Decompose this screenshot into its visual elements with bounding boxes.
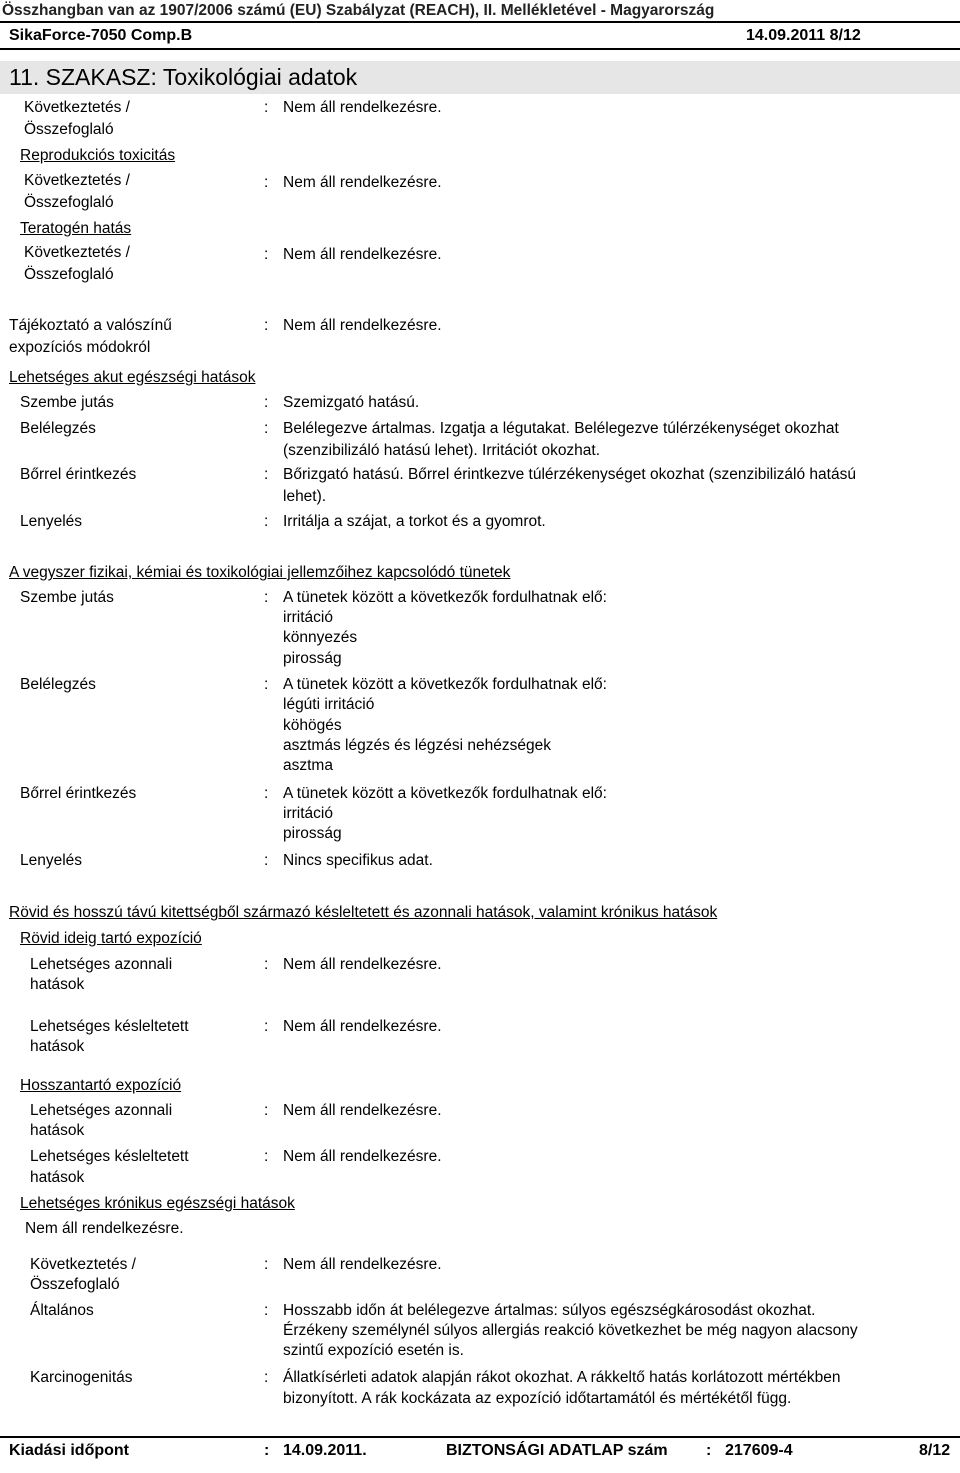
colon: :	[264, 956, 269, 973]
symptom-item: pirosság	[283, 650, 342, 667]
colon: :	[264, 246, 269, 263]
symptoms-ingestion-label: Lenyelés	[20, 852, 83, 869]
carcinogenicity-value-2: bizonyított. A rák kockázata az expozíció időtartamától és mértékétől függ.	[283, 1390, 792, 1407]
immediate-effects-label: Lehetséges azonnali	[30, 1102, 173, 1119]
conclusion-label: Következtetés /	[30, 1256, 136, 1273]
colon: :	[264, 420, 269, 437]
colon: :	[264, 466, 269, 483]
footer-page-number: 8/12	[919, 1442, 951, 1459]
symptoms-intro: A tünetek között a következők fordulhatnak elő:	[283, 589, 607, 606]
colon: :	[264, 1018, 269, 1035]
chronic-conclusion-value: Nem áll rendelkezésre.	[283, 1256, 442, 1273]
repro-toxicity-heading: Reprodukciós toxicitás	[20, 147, 176, 164]
symptoms-intro: A tünetek között a következők fordulhatnak elő:	[283, 785, 607, 802]
document-regulation-title: Összhangban van az 1907/2006 számú (EU) Szabályzat (REACH), II. Mellékletével - Magyarország	[2, 2, 715, 19]
colon: :	[264, 1148, 269, 1165]
acute-skin-value-2: lehet).	[283, 488, 327, 505]
conclusion-label-2: Összefoglaló	[24, 194, 114, 211]
conclusion-label-2: Összefoglaló	[24, 121, 114, 138]
delayed-effects-label: Lehetséges késleltetett	[30, 1018, 189, 1035]
conclusion-label-2: Összefoglaló	[24, 266, 114, 283]
teratogen-heading: Teratogén hatás	[20, 220, 132, 237]
section-title: 11. SZAKASZ: Toxikológiai adatok	[9, 64, 358, 90]
delayed-effects-label-2: hatások	[30, 1169, 85, 1186]
colon: :	[264, 99, 269, 116]
product-name: SikaForce-7050 Comp.B	[9, 27, 193, 44]
conclusion-value: Nem áll rendelkezésre.	[283, 174, 442, 191]
colon: :	[264, 394, 269, 411]
sds-number-value: 217609-4	[725, 1442, 793, 1459]
symptom-item: könnyezés	[283, 629, 358, 646]
conclusion-label: Következtetés /	[24, 244, 130, 261]
symptom-item: irritáció	[283, 609, 333, 626]
chronic-not-available: Nem áll rendelkezésre.	[25, 1220, 184, 1237]
conclusion-label: Következtetés /	[24, 99, 130, 116]
acute-ingestion-value: Irritálja a szájat, a torkot és a gyomrot.	[283, 513, 546, 530]
general-value: Hosszabb időn át belélegezve ártalmas: súlyos egészségkárosodást okozhat.	[283, 1302, 816, 1319]
long-delayed-value: Nem áll rendelkezésre.	[283, 1148, 442, 1165]
symptoms-eye-label: Szembe jutás	[20, 589, 114, 606]
symptom-item: köhögés	[283, 717, 342, 734]
long-immediate-value: Nem áll rendelkezésre.	[283, 1102, 442, 1119]
header-date-page: 14.09.2011 8/12	[746, 27, 861, 44]
footer-divider	[0, 1436, 960, 1438]
short-delayed-value: Nem áll rendelkezésre.	[283, 1018, 442, 1035]
colon: :	[264, 513, 269, 530]
acute-inhalation-label: Belélegzés	[20, 420, 96, 437]
symptoms-inhalation-label: Belélegzés	[20, 676, 96, 693]
conclusion-value: Nem áll rendelkezésre.	[283, 246, 442, 263]
conclusion-label: Következtetés /	[24, 172, 130, 189]
acute-ingestion-label: Lenyelés	[20, 513, 83, 530]
exposure-routes-label: Tájékoztató a valószínű	[9, 317, 172, 334]
exposure-routes-label-2: expozíciós módokról	[9, 339, 151, 356]
footer-colon: :	[264, 1442, 270, 1459]
colon: :	[264, 785, 269, 802]
symptom-item: asztmás légzés és légzési nehézségek	[283, 737, 551, 754]
symptoms-intro: A tünetek között a következők fordulhatnak elő:	[283, 676, 607, 693]
symptom-item: légúti irritáció	[283, 696, 375, 713]
symptoms-skin-label: Bőrrel érintkezés	[20, 785, 137, 802]
delayed-effects-heading: Rövid és hosszú távú kitettségből származó késleltetett és azonnali hatások, valamint krónikus hatások	[9, 904, 718, 921]
colon: :	[264, 174, 269, 191]
acute-inhalation-value: Belélegezve ártalmas. Izgatja a légutakat. Belélegezve túlérzékenységet okozhat	[283, 420, 839, 437]
general-label: Általános	[30, 1302, 94, 1319]
acute-skin-value: Bőrizgató hatású. Bőrrel érintkezve túlérzékenységet okozhat (szenzibilizáló hatású	[283, 466, 856, 483]
acute-effects-heading: Lehetséges akut egészségi hatások	[9, 369, 256, 386]
delayed-effects-label-2: hatások	[30, 1038, 85, 1055]
colon: :	[264, 1256, 269, 1273]
header-divider	[0, 21, 960, 23]
general-value-2: Érzékeny személynél súlyos allergiás reakció következhet be még nagyon alacsony	[283, 1322, 858, 1339]
acute-eye-label: Szembe jutás	[20, 394, 114, 411]
acute-skin-label: Bőrrel érintkezés	[20, 466, 137, 483]
immediate-effects-label-2: hatások	[30, 1122, 85, 1139]
immediate-effects-label-2: hatások	[30, 976, 85, 993]
delayed-effects-label: Lehetséges késleltetett	[30, 1148, 189, 1165]
symptoms-ingestion-value: Nincs specifikus adat.	[283, 852, 433, 869]
symptom-item: pirosság	[283, 825, 342, 842]
sds-number-label: BIZTONSÁGI ADATLAP szám	[446, 1442, 668, 1459]
conclusion-label-2: Összefoglaló	[30, 1276, 120, 1293]
immediate-effects-label: Lehetséges azonnali	[30, 956, 173, 973]
carcinogenicity-label: Karcinogenitás	[30, 1369, 133, 1386]
symptom-item: irritáció	[283, 805, 333, 822]
issue-date-value: 14.09.2011.	[283, 1442, 367, 1459]
exposure-routes-value: Nem áll rendelkezésre.	[283, 317, 442, 334]
issue-date-label: Kiadási időpont	[9, 1442, 129, 1459]
colon: :	[264, 852, 269, 869]
symptoms-heading: A vegyszer fizikai, kémiai és toxikológiai jellemzőihez kapcsolódó tünetek	[9, 564, 511, 581]
long-exposure-heading: Hosszantartó expozíció	[20, 1077, 182, 1094]
carcinogenicity-value: Állatkísérleti adatok alapján rákot okozhat. A rákkeltő hatás korlátozott mértékben	[283, 1369, 841, 1386]
short-immediate-value: Nem áll rendelkezésre.	[283, 956, 442, 973]
colon: :	[264, 317, 269, 334]
symptom-item: asztma	[283, 757, 333, 774]
conclusion-value: Nem áll rendelkezésre.	[283, 99, 442, 116]
acute-eye-value: Szemizgató hatású.	[283, 394, 420, 411]
colon: :	[264, 1302, 269, 1319]
acute-inhalation-value-2: (szenzibilizáló hatású lehet). Irritációt okozhat.	[283, 442, 601, 459]
short-exposure-heading: Rövid ideig tartó expozíció	[20, 930, 202, 947]
colon: :	[264, 1369, 269, 1386]
header-divider-2	[0, 48, 960, 50]
colon: :	[264, 676, 269, 693]
general-value-3: szintű expozíció esetén is.	[283, 1342, 464, 1359]
colon: :	[264, 1102, 269, 1119]
footer-colon: :	[706, 1442, 712, 1459]
chronic-effects-heading: Lehetséges krónikus egészségi hatások	[20, 1195, 295, 1212]
colon: :	[264, 589, 269, 606]
